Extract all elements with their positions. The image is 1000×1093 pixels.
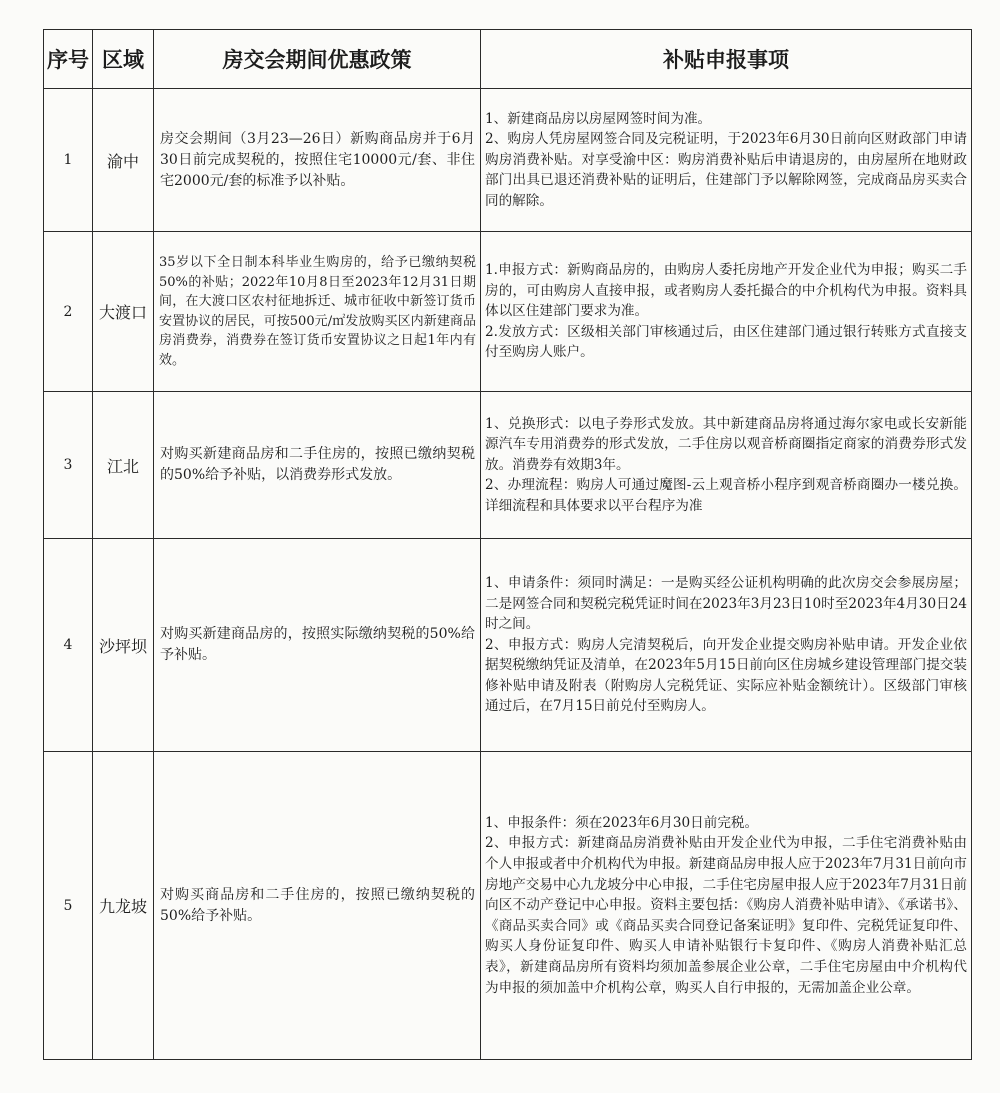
table-row xyxy=(44,89,972,232)
row-area: 沙坪坝 xyxy=(93,539,154,752)
row-num: 2 xyxy=(44,232,93,392)
header-area: 区域 xyxy=(93,30,154,89)
row-num: 4 xyxy=(44,539,93,752)
row-items xyxy=(481,232,972,392)
row-area: 大渡口 xyxy=(93,232,154,392)
header-item: 补贴申报事项 xyxy=(481,30,972,89)
row-item-1: 1.申报方式：新购商品房的，由购房人委托房地产开发企业代为申报；购买二手房的，可由购房人直接申报，或者购房人委托撮合的中介机构代为申报。资料具体以区住建部门要求为准。 xyxy=(485,262,967,320)
row-policy: 35岁以下全日制本科毕业生购房的，给予已缴纳契税50%的补贴；2022年10月8日至2023年12月31日期间，在大渡口区农村征地拆迁、城市征收中新签订货币安置协议的居民，可按500元/㎡发放购买区内新建商品房消费券，消费券在签订货币安置协议之日起1年内有效。 xyxy=(154,232,481,392)
row-item-2: 2、办理流程：购房人可通过魔图-云上观音桥小程序到观音桥商圈办一楼兑换。详细流程和具体要求以平台程序为准 xyxy=(485,477,967,514)
row-items xyxy=(481,539,972,752)
table-row xyxy=(44,232,972,392)
header-policy: 房交会期间优惠政策 xyxy=(154,30,481,89)
row-num: 3 xyxy=(44,392,93,539)
row-item-1: 1、新建商品房以房屋网签时间为准。 xyxy=(485,110,712,127)
table-row xyxy=(44,392,972,539)
row-num: 5 xyxy=(44,752,93,1060)
header-num: 序号 xyxy=(44,30,93,89)
row-item-1: 1、兑换形式：以电子券形式发放。其中新建商品房将通过海尔家电或长安新能源汽车专用消费券的形式发放，二手住房以观音桥商圈指定商家的消费券形式发放。消费券有效期3年。 xyxy=(485,415,967,473)
table-header-row xyxy=(44,30,972,89)
row-item-1: 1、申请条件：须同时满足：一是购买经公证机构明确的此次房交会参展房屋；二是网签合同和契税完税凭证时间在2023年3月23日10时至2023年4月30日24时之间。 xyxy=(485,574,967,633)
row-item-1: 1、申报条件：须在2023年6月30日前完税。 xyxy=(485,814,759,831)
row-area: 九龙坡 xyxy=(93,752,154,1060)
table-row xyxy=(44,539,972,752)
row-policy: 房交会期间（3月23—26日）新购商品房并于6月30日前完成契税的，按照住宅10000元/套、非住宅2000元/套的标准予以补贴。 xyxy=(154,89,481,232)
table-row xyxy=(44,752,972,1060)
row-area: 渝中 xyxy=(93,89,154,232)
row-items xyxy=(481,89,972,232)
row-items xyxy=(481,752,972,1060)
row-items xyxy=(481,392,972,539)
row-item-2: 2.发放方式：区级相关部门审核通过后，由区住建部门通过银行转账方式直接支付至购房人账户。 xyxy=(485,323,967,361)
row-item-2: 2、申报方式：新建商品房消费补贴由开发企业代为申报，二手住宅消费补贴由个人申报或者中介机构代为申报。新建商品房申报人应于2023年7月31日前向市房地产交易中心九龙坡分中心申报，二手住宅房屋申报人应于2023年7月31日前向区不动产登记中心申报。资料主要包括：《购房人消费补贴申请》、《承诺书》、《商品买卖合同》或《商品买卖合同登记备案证明》复印件、完税凭证复印件、购买人身份证复印件、购买人申请补贴银行卡复印件、《购房人消费补贴汇总表》，新建商品房所有资料均须加盖参展企业公章，二手住宅房屋由中介机构代为申报的须加盖中介机构公章，购买人自行申报的，无需加盖企业公章。 xyxy=(485,835,967,996)
row-num: 1 xyxy=(44,89,93,232)
subsidy-policy-table xyxy=(43,29,972,1060)
row-item-2: 2、申报方式：购房人完清契税后，向开发企业提交购房补贴申请。开发企业依据契税缴纳凭证及清单，在2023年5月15日前向区住房城乡建设管理部门提交装修补贴申请及附表（附购房人完税凭证、实际应补贴金额统计）。区级部门审核通过后，在7月15日前兑付至购房人。 xyxy=(485,636,967,715)
row-policy: 对购买商品房和二手住房的，按照已缴纳契税的50%给予补贴。 xyxy=(154,752,481,1060)
row-area: 江北 xyxy=(93,392,154,539)
row-policy: 对购买新建商品房和二手住房的，按照已缴纳契税的50%给予补贴，以消费券形式发放。 xyxy=(154,392,481,539)
row-item-2: 2、购房人凭房屋网签合同及完税证明，于2023年6月30日前向区财政部门申请购房消费补贴。对享受渝中区：购房消费补贴后申请退房的，由房屋所在地财政部门出具已退还消费补贴的证明后，住建部门予以解除网签，完成商品房买卖合同的解除。 xyxy=(485,131,967,209)
row-policy: 对购买新建商品房的，按照实际缴纳契税的50%给予补贴。 xyxy=(154,539,481,752)
